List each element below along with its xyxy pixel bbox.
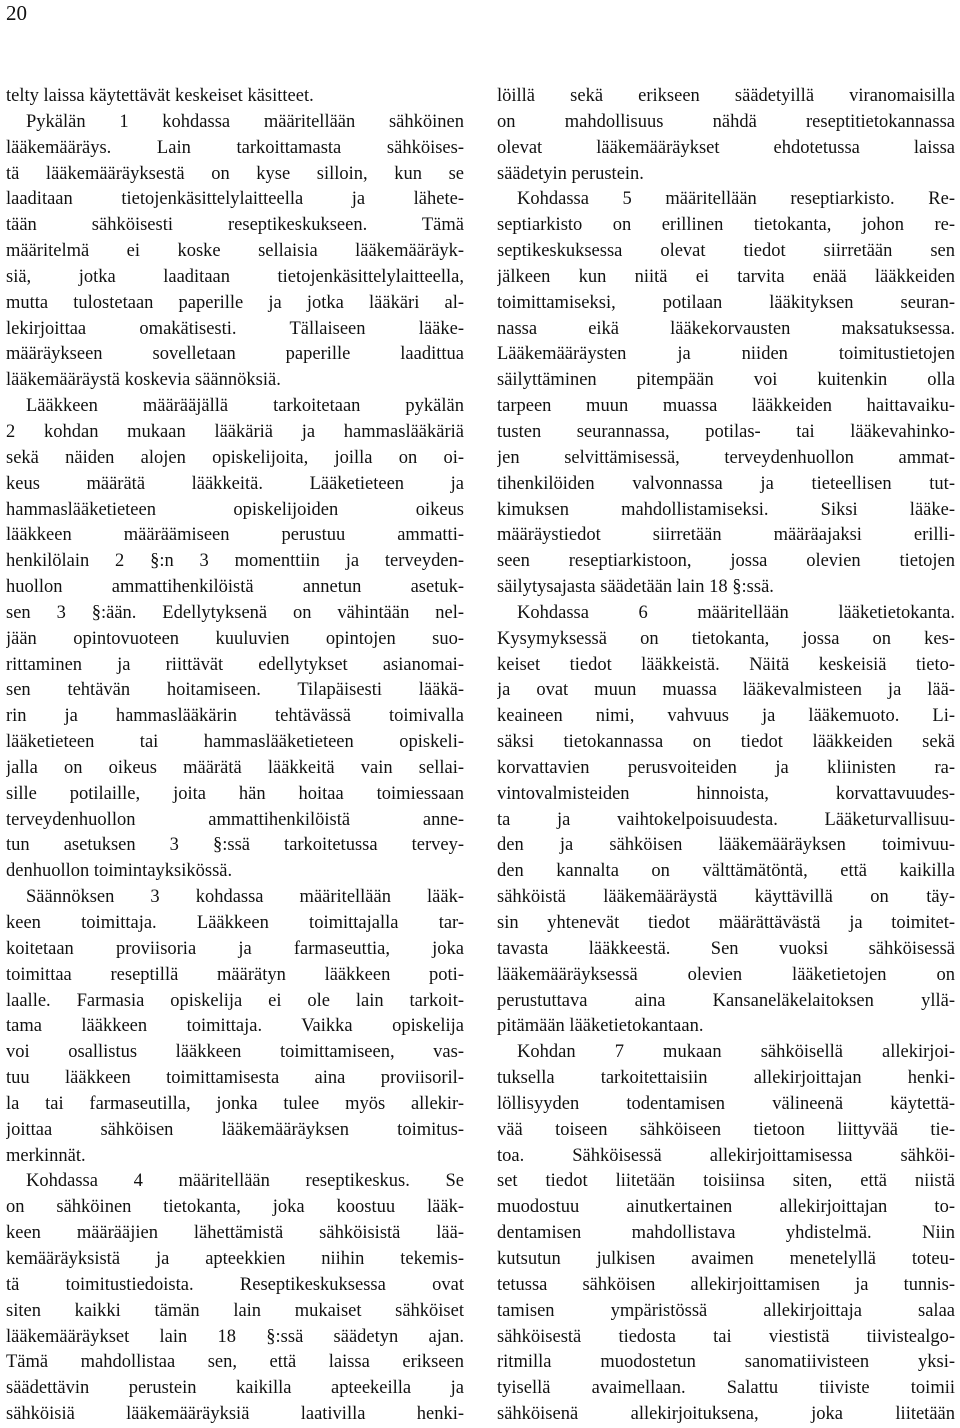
text-line: voi osallistus lääkkeen toimittamiseen, vas-	[6, 1042, 464, 1063]
text-line: korvattavien perusvoiteiden ja kliinisten ra-	[497, 757, 955, 778]
text-line: toimittamiseksi, potilaan lääkityksen seuran-	[497, 292, 955, 313]
text-line: lääketieteen tai hammaslääketieteen opiskeli-	[6, 732, 464, 753]
right-text-column	[497, 84, 955, 1428]
text-line: on mahdollisuus nähdä reseptitietokannassa	[497, 111, 955, 132]
text-line: lääkemääräys. Lain tarkoittamasta sähköises-	[6, 137, 464, 158]
text-line: Kohdan 7 mukaan sähköisellä allekirjoi-	[517, 1042, 955, 1063]
text-line: sähköistä lääkemääräystä käyttävillä on täy-	[497, 887, 955, 908]
text-line: lääkemääräykset lain 18 §:ssä säädetyn ajan.	[6, 1326, 464, 1347]
text-line: jen selvittämisessä, terveydenhuollon ammat-	[497, 447, 955, 468]
text-line: on sähköinen tietokanta, joka koostuu lääk-	[6, 1197, 464, 1218]
text-line: pitämään lääketietokantaan.	[497, 1016, 704, 1037]
text-line: sen tehtävän hoitamiseen. Tilapäisesti lääkä-	[6, 680, 464, 701]
text-line: lääkemääräystä koskevia säännöksiä.	[6, 370, 281, 391]
text-line: la tai farmaseutilla, jonka tulee myös allekir-	[6, 1093, 464, 1114]
text-line: määräystiedot siirretään määräajaksi erilli-	[497, 525, 955, 546]
text-line: Pykälän 1 kohdassa määritellään sähköinen	[26, 111, 464, 132]
text-line: rittaminen ja riittävät edellytykset asianomai-	[6, 654, 464, 675]
text-line: tun asetuksen 3 §:ssä tarkoitetussa tervey-	[6, 835, 464, 856]
text-line: sähköisenä allekirjoituksena, joka liitetään	[497, 1404, 955, 1425]
text-line: säksi tietokannassa on tiedot lääkkeiden sekä	[497, 732, 955, 753]
text-line: henkilölain 2 §:n 3 momenttiin ja terveyden-	[6, 551, 464, 572]
text-line: sin yhtenevät tiedot määrättävästä ja toimitet-	[497, 913, 955, 933]
text-line: lääkemääräyksessä olevien lääketietojen on	[497, 964, 955, 985]
text-line: seen reseptiarkistoon, jossa olevien tietojen	[497, 551, 955, 572]
text-line: keen toimittaja. Lääkkeen toimittajalla tar-	[6, 913, 464, 933]
text-line: tavasta lääkkeestä. Sen vuoksi sähköisessä	[497, 938, 955, 959]
text-line: set tiedot liitetään toisiinsa siten, että niistä	[497, 1171, 955, 1192]
text-line: siten kaikki tämän lain mukaiset sähköiset	[6, 1300, 464, 1321]
text-line: Kohdassa 5 määritellään reseptiarkisto. Re-	[517, 189, 955, 210]
text-line: jään opintovuoteen kuuluvien opintojen suo-	[6, 628, 464, 649]
text-line: hammaslääketieteen opiskelijoiden oikeus	[6, 499, 464, 520]
text-line: löllisyyden todentamisen välineenä käytettä-	[497, 1093, 955, 1114]
left-text-column	[6, 84, 464, 1428]
text-line: tuksella tarkoitettaisiin allekirjoittajan henki-	[497, 1068, 955, 1089]
text-line: tuu lääkkeen toimittamisesta aina proviisoril-	[6, 1068, 464, 1089]
text-line: laaditaan tietojenkäsittelylaitteella ja lähete-	[6, 189, 464, 210]
text-line: säilytysajasta säädetään lain 18 §:ssä.	[497, 577, 774, 598]
text-line: määräykseen sovelletaan paperille laadittua	[6, 344, 464, 365]
text-line: määritelmä ei koske sellaisia lääkemääräyk-	[6, 241, 464, 262]
text-line: sen 3 §:ään. Edellytyksenä on vähintään nel-	[6, 602, 464, 623]
text-line: sähköisiä lääkemääräyksiä laativilla henki-	[6, 1404, 464, 1425]
text-line: kemääräyksistä ja apteekkien niihin tekemis-	[6, 1248, 464, 1269]
text-line: sähköisestä tiedosta tai viestistä tiivistealgo-	[497, 1326, 955, 1347]
text-line: Säännöksen 3 kohdassa määritellään lääk-	[26, 887, 464, 908]
text-line: merkinnät.	[6, 1145, 86, 1166]
text-line: Lääkemääräysten ja niiden toimitustietojen	[497, 344, 955, 365]
text-line: vää toiseen sähköiseen tietoon liittyvää tie-	[497, 1119, 955, 1140]
text-line: löillä sekä erikseen säädetyillä viranomaisilla	[497, 86, 955, 106]
text-line: keen määrääjien lähettämistä sähköisistä lää-	[6, 1223, 464, 1244]
text-line: säädettävin perustein kaikilla apteekeilla ja	[6, 1378, 464, 1399]
text-line: keiset tiedot lääkkeistä. Näitä keskeisiä tieto-	[497, 654, 955, 675]
text-line: tamisen ympäristössä allekirjoittaja salaa	[497, 1300, 955, 1321]
text-line: toimittaa reseptillä määrätyn lääkkeen poti-	[6, 964, 464, 985]
text-line: Kysymyksessä on tietokanta, jossa on kes-	[497, 628, 955, 649]
text-line: mutta tulostetaan paperille ja jotka lääkäri al-	[6, 292, 464, 313]
text-line: terveydenhuollon ammattihenkilöistä anne-	[6, 809, 464, 830]
text-line: tihenkilöiden valvonnassa ja tieteellisen tut-	[497, 473, 955, 494]
text-line: jälkeen kun niitä ei tarvita enää lääkkeiden	[497, 266, 955, 287]
text-line: siä, jotka laaditaan tietojenkäsittelylaitteella,	[6, 266, 464, 287]
text-line: ta ja vaihtokelpoisuudesta. Lääketurvallisuu-	[497, 809, 955, 830]
text-line: 2 kohdan mukaan lääkäriä ja hammaslääkäriä	[6, 421, 464, 442]
text-line: laalle. Farmasia opiskelija ei ole lain tarkoit-	[6, 990, 464, 1011]
text-line: Kohdassa 4 määritellään reseptikeskus. Se	[26, 1171, 464, 1192]
text-line: tusten seurannassa, potilas- tai lääkevahinko-	[497, 421, 955, 442]
text-line: tyisellä avaimellaan. Salattu tiiviste toimii	[497, 1378, 955, 1399]
text-line: nassa eikä lääkekorvausten maksatuksessa.	[497, 318, 955, 339]
text-line: koitetaan proviisoria ja farmaseuttia, joka	[6, 938, 464, 959]
text-line: tä toimitustiedoista. Reseptikeskuksessa ovat	[6, 1274, 464, 1295]
text-line: tä lääkemääräyksestä on kyse silloin, kun se	[6, 163, 464, 184]
text-line: perustuttava aina Kansaneläkelaitoksen yllä-	[497, 990, 955, 1011]
text-line: tään sähköisesti reseptikeskukseen. Tämä	[6, 215, 464, 236]
text-line: toa. Sähköisessä allekirjoittamisessa sähköi-	[497, 1145, 955, 1166]
text-line: säädetyin perustein.	[497, 163, 644, 184]
text-line: kutsutun julkisen avaimen menetelyllä toteu-	[497, 1248, 955, 1269]
text-line: tarpeen muun muassa lääkkeiden haittavaiku-	[497, 396, 955, 417]
text-line: sekä näiden alojen opiskelijoita, joilla on oi-	[6, 447, 464, 468]
text-line: vintovalmisteiden hinnoista, korvattavuudes-	[497, 783, 955, 804]
text-line: sille potilaille, joita hän hoitaa toimiessaan	[6, 783, 464, 804]
text-line: Tämä mahdollistaa sen, että laissa erikseen	[6, 1352, 464, 1373]
text-line: rin ja hammaslääkärin tehtävässä toimivalla	[6, 706, 464, 727]
text-line: olevat lääkemääräykset ehdotetussa laissa	[497, 137, 955, 158]
text-line: Kohdassa 6 määritellään lääketietokanta.	[517, 602, 955, 623]
text-line: lääkkeen määräämiseen perustuu ammatti-	[6, 525, 464, 546]
text-line: ritmilla muodostetun sanomatiivisteen yksi-	[497, 1352, 955, 1373]
text-line: ja ovat muun muassa lääkevalmisteen ja lää-	[497, 680, 955, 701]
text-line: septiarkisto on erillinen tietokanta, johon re-	[497, 215, 955, 236]
text-line: den ja sähköisen lääkemääräyksen toimivuu-	[497, 835, 955, 856]
text-line: septikeskuksessa olevat tiedot siirretään sen	[497, 241, 955, 262]
text-line: joittaa sähköisen lääkemääräyksen toimitus-	[6, 1119, 464, 1140]
text-line: keaineen nimi, vahvuus ja lääkemuoto. Li-	[497, 706, 955, 727]
text-line: jalla on oikeus määrätä lääkkeitä vain sellai-	[6, 757, 464, 778]
text-line: dentamisen mahdollistava yhdistelmä. Niin	[497, 1223, 955, 1244]
text-line: huollon ammattihenkilöistä annetun asetuk-	[6, 577, 464, 598]
text-line: Lääkkeen määrääjällä tarkoitetaan pykälän	[26, 396, 464, 417]
page-number: 20	[6, 1, 27, 25]
text-line: tetussa sähköisen allekirjoittamisen ja tunnis-	[497, 1274, 955, 1295]
text-line: lekirjoittaa omakätisesti. Tällaiseen lääke-	[6, 318, 464, 339]
text-line: telty laissa käytettävät keskeiset käsitteet.	[6, 86, 314, 106]
text-line: säilyttäminen pitempään voi kuitenkin olla	[497, 370, 955, 391]
text-line: denhuollon toimintayksikössä.	[6, 861, 233, 882]
text-line: kimuksen mahdollistamiseksi. Siksi lääke-	[497, 499, 955, 520]
text-line: tama lääkkeen toimittaja. Vaikka opiskelija	[6, 1016, 464, 1037]
text-line: keus määrätä lääkkeitä. Lääketieteen ja	[6, 473, 464, 494]
text-line: muodostuu ainutkertainen allekirjoittajan to-	[497, 1197, 955, 1218]
text-line: den kannalta on välttämätöntä, että kaikilla	[497, 861, 955, 882]
